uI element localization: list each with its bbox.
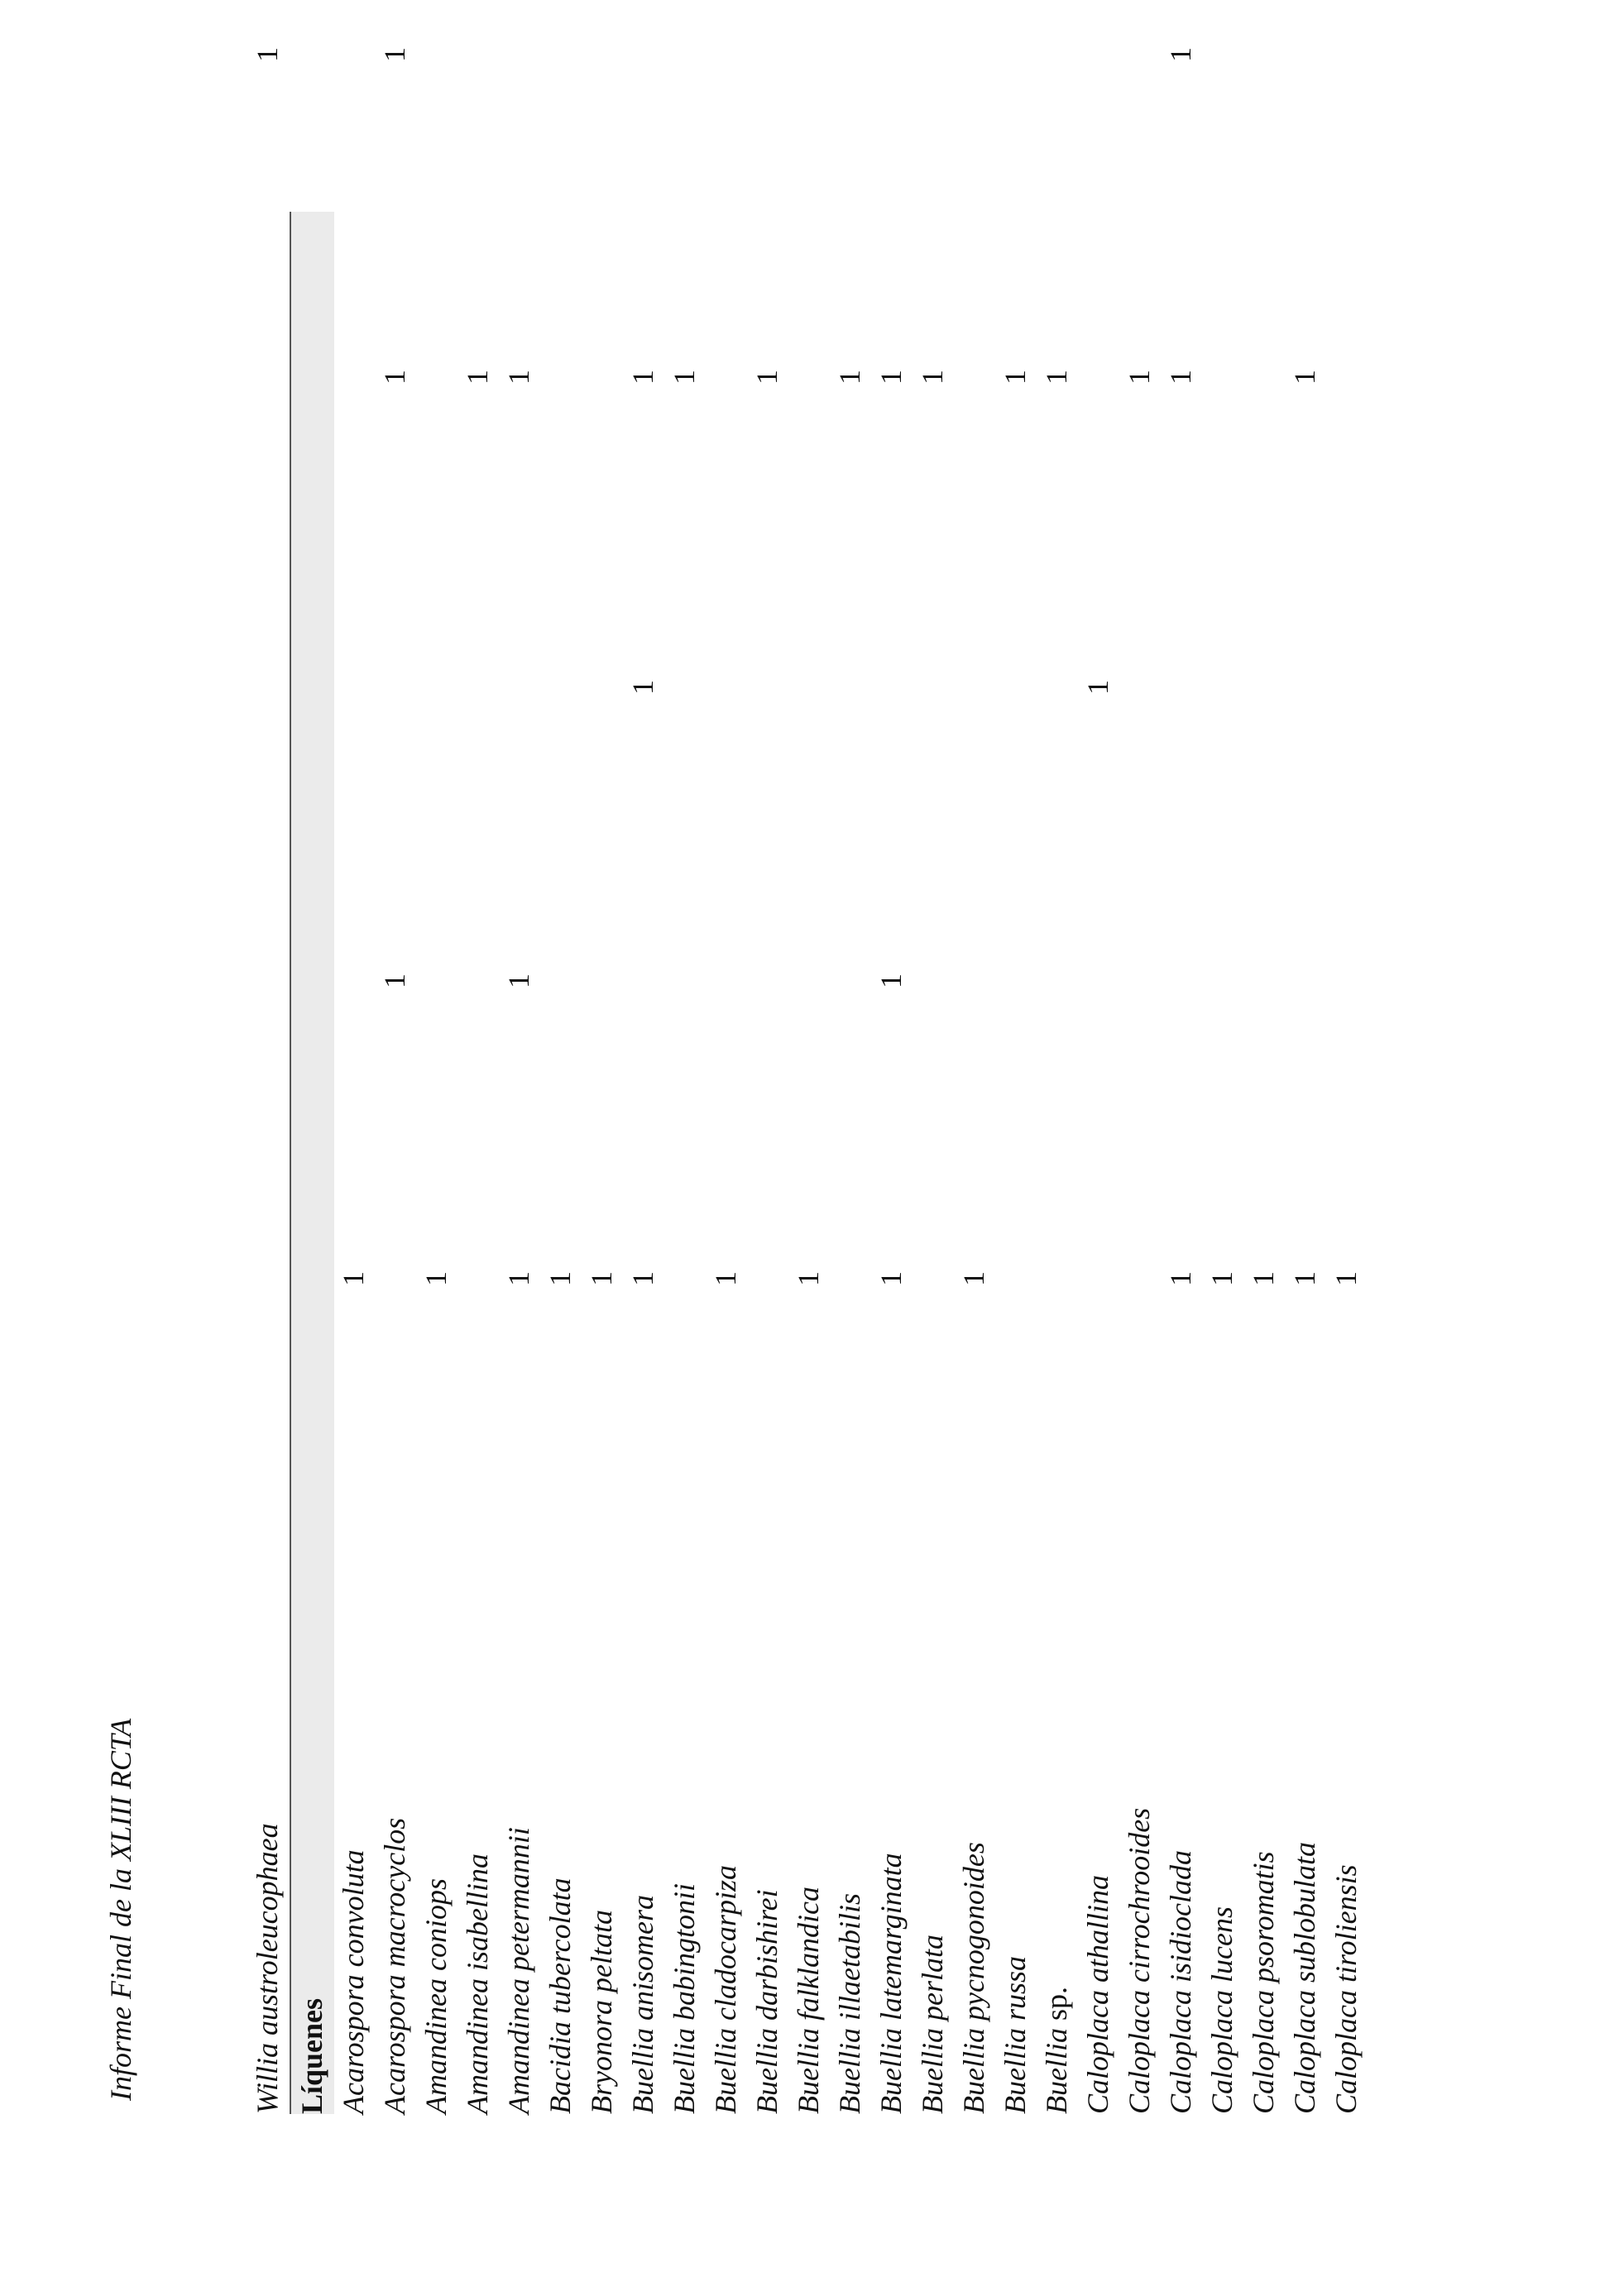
presence-value: 1 [1205,1271,1238,1286]
species-name-text: Buellia cladocarpiza [709,1865,742,2114]
table-row [748,212,789,2114]
presence-value: 1 [544,1271,577,1286]
presence-value: 1 [378,370,411,385]
presence-value: 1 [1123,370,1156,385]
species-name-text: Bryonora peltata [585,1910,618,2114]
table-row [913,212,955,2114]
species-name-text: Caloplaca isidioclada [1164,1850,1197,2114]
species-name-suffix: sp. [1040,1987,1073,2021]
presence-value: 1 [709,1271,742,1286]
table-row [1244,212,1286,2114]
species-name-text: Acarospora convoluta [337,1849,370,2114]
species-name-text: Buellia pycnogonoides [957,1842,990,2114]
presence-value: 1 [1164,47,1197,62]
species-table [248,47,1368,2114]
species-name-text: Bacidia tubercolata [544,1877,577,2114]
species-name [874,1853,908,2114]
presence-value: 1 [750,370,783,385]
section-header-row [290,212,334,2114]
table-row [334,212,376,2114]
species-name-text: Buellia anisomera [626,1895,659,2114]
presence-value: 1 [626,370,659,385]
species-name-text: Caloplaca athallina [1081,1874,1114,2114]
species-name [250,1823,285,2114]
table-row [417,212,458,2114]
species-name-text: Amandinea coniops [419,1878,453,2114]
species-name [336,1849,371,2114]
species-name [625,1895,660,2114]
presence-value: 1 [585,1271,618,1286]
presence-value: 1 [916,370,949,385]
table-row [1079,212,1120,2114]
section-header-liquenes: Líquenes [295,1997,328,2114]
presence-value: 1 [1247,1271,1280,1286]
presence-value: 1 [792,1271,825,1286]
presence-value: 1 [337,1271,370,1286]
species-name [1329,1864,1363,2114]
table-row [707,212,748,2114]
table-row [789,212,831,2114]
presence-value: 1 [874,1271,908,1286]
presence-value: 1 [1288,1271,1321,1286]
species-name [543,1877,577,2114]
species-name [915,1935,950,2114]
species-name-text: Amandinea petermannii [502,1827,535,2114]
presence-value: 1 [1288,370,1321,385]
presence-value: 1 [502,1271,535,1286]
species-name [1080,1875,1115,2114]
presence-value: 1 [1329,1271,1363,1286]
presence-value: 1 [461,370,494,385]
table-row [955,212,996,2114]
species-name-text: Caloplaca lucens [1205,1906,1238,2114]
species-name-text: Acarospora macrocyclos [378,1817,411,2114]
table-row [458,212,500,2114]
table-row [1037,212,1079,2114]
presence-value: 1 [251,47,284,62]
species-name-text: Buellia russa [999,1955,1032,2114]
species-name [791,1887,826,2114]
species-name [1205,1906,1239,2114]
species-name-text: Caloplaca psoromatis [1247,1851,1280,2114]
table-row [1162,47,1203,2114]
presence-value: 1 [668,370,701,385]
presence-value: 1 [502,370,535,385]
table-row [582,212,624,2114]
species-name [419,1878,453,2114]
species-name-text: Caloplaca cirrochrooides [1123,1807,1156,2114]
table-row [1286,212,1327,2114]
species-name [956,1842,991,2114]
table-row [376,47,417,2114]
presence-value: 1 [999,370,1032,385]
species-name-text: Buellia latemarginata [874,1853,908,2114]
table-row [996,212,1037,2114]
species-name [708,1865,743,2114]
table-row [831,212,872,2114]
table-row [1203,212,1244,2114]
pre-section-rows [248,47,290,2114]
species-name [667,1883,702,2114]
presence-value: 1 [874,370,908,385]
species-name-text: Buellia babingtonii [668,1883,701,2114]
species-name-text: Amandinea isabellina [461,1854,494,2114]
species-name-text: Caloplaca sublobulata [1288,1841,1321,2114]
species-name-text: Caloplaca tiroliensis [1329,1864,1363,2114]
table-row [1327,212,1368,2114]
species-name-text: Buellia [1040,2028,1073,2114]
table-row [665,212,707,2114]
presence-value: 1 [833,370,866,385]
page-header: Informe Final de la XLIII RCTA [104,1718,137,2101]
species-name-text: Buellia illaetabilis [833,1893,866,2114]
species-name [501,1827,536,2114]
species-name-text: Buellia darbishirei [750,1889,783,2114]
species-name [584,1910,619,2114]
species-name [832,1893,867,2114]
species-name-text: Buellia falklandica [792,1887,825,2114]
species-name [1246,1851,1281,2114]
table-row [541,212,582,2114]
species-name [998,1956,1032,2114]
species-name [750,1889,784,2114]
species-name-text: Willia austroleucophaea [251,1823,284,2114]
lichen-rows [334,47,1368,2114]
presence-value: 1 [378,973,411,988]
presence-value: 1 [626,680,659,695]
presence-value: 1 [957,1271,990,1286]
presence-value: 1 [419,1271,453,1286]
table-row [248,47,290,2114]
presence-value: 1 [874,973,908,988]
presence-value: 1 [626,1271,659,1286]
presence-value: 1 [1164,1271,1197,1286]
presence-value: 1 [1081,680,1114,695]
presence-value: 1 [502,973,535,988]
species-name [1163,1850,1198,2114]
species-name [460,1854,495,2114]
table-row [872,212,913,2114]
species-name [1122,1808,1157,2114]
presence-value: 1 [1164,370,1197,385]
table-row [1120,212,1162,2114]
species-name [1287,1842,1322,2114]
table-row [500,212,541,2114]
species-name [377,1818,412,2114]
presence-value: 1 [1040,370,1073,385]
species-name-text: Buellia perlata [916,1935,949,2114]
presence-value: 1 [378,47,411,62]
table-row [624,212,665,2114]
species-name [1039,1987,1074,2114]
